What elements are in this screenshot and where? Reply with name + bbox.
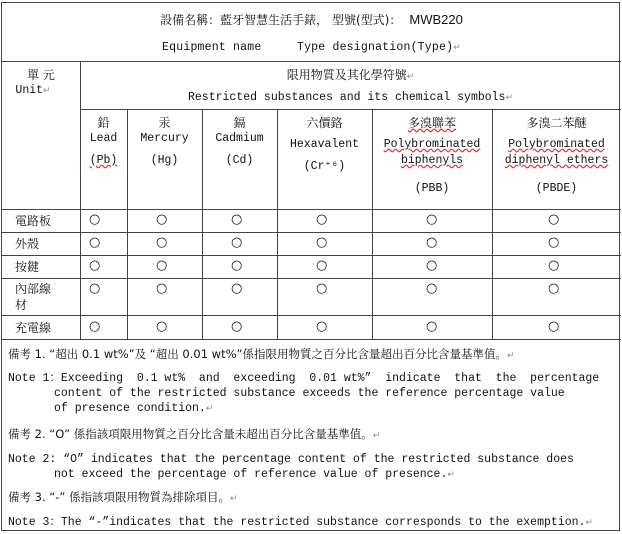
row-label-housing: 外殼 — [15, 237, 40, 251]
compliance-mark: ○ — [548, 281, 560, 296]
equipment-title-en: Equipment name Type designation(Type)↵ — [162, 41, 461, 54]
compliance-mark: ○ — [231, 281, 243, 296]
document-frame — [1, 2, 620, 531]
note-3-en: Note 3：The “-”indicates that the restricted substance corresponds to the exemption.↵ — [8, 516, 593, 529]
model-number: MWB220 — [409, 12, 463, 27]
compliance-mark: ○ — [89, 235, 101, 250]
unit-header-en: Unit↵ — [15, 84, 51, 97]
note-2-zh: 備考 2. “O” 係指該項限用物質之百分比含量未超出百分比含量基準值。↵ — [8, 427, 381, 441]
compliance-mark: ○ — [156, 235, 168, 250]
compliance-mark: ○ — [156, 258, 168, 273]
compliance-mark: ○ — [316, 258, 328, 273]
compliance-mark: ○ — [231, 235, 243, 250]
rule-row-3 — [2, 278, 621, 279]
compliance-mark: ○ — [156, 319, 168, 334]
compliance-mark: ○ — [548, 319, 560, 334]
compliance-mark: ○ — [316, 212, 328, 227]
compliance-mark: ○ — [426, 212, 438, 227]
compliance-mark: ○ — [548, 212, 560, 227]
title-en-text: Equipment name Type designation(Type) — [162, 41, 454, 54]
rule-row-4 — [2, 315, 621, 316]
rule-table-head — [2, 209, 621, 210]
compliance-mark: ○ — [426, 258, 438, 273]
compliance-mark: ○ — [426, 319, 438, 334]
compliance-mark: ○ — [89, 212, 101, 227]
substance-hexavalent-chromium: 六價鉻 Hexavalent (Cr⁺⁶) — [289, 116, 359, 173]
compliance-mark: ○ — [156, 212, 168, 227]
compliance-mark: ○ — [156, 281, 168, 296]
restricted-header-zh: 限用物質及其化學符號↵ — [286, 68, 415, 82]
rule-row-2 — [2, 255, 621, 256]
row-label-buttons: 按鍵 — [15, 260, 40, 274]
row-label-internal-wires: 內部線材 — [15, 282, 52, 312]
compliance-mark: ○ — [89, 319, 101, 334]
compliance-mark: ○ — [89, 281, 101, 296]
compliance-mark: ○ — [548, 235, 560, 250]
compliance-mark: ○ — [231, 258, 243, 273]
rule-restricted — [80, 109, 621, 110]
rule-row-1 — [2, 232, 621, 233]
row-label-charging-cable: 充電線 — [15, 321, 52, 335]
substance-cadmium: 鎘 Cadmium (Cd) — [215, 116, 264, 167]
equipment-title-zh — [2, 11, 621, 28]
note-1-zh: 備考 1. “超出 0.1 wt%”及 “超出 0.01 wt%”係指限用物質之百分比含量超出百分比含量基準值。↵ — [8, 347, 515, 361]
compliance-mark: ○ — [231, 319, 243, 334]
compliance-mark: ○ — [426, 235, 438, 250]
note-3-zh: 備考 3. “-” 係指該項限用物質為排除項目。↵ — [8, 490, 238, 504]
compliance-mark: ○ — [316, 235, 328, 250]
substance-lead: 鉛 Lead (Pb) — [89, 116, 118, 167]
rule-header — [2, 61, 621, 62]
unit-header-zh: 單 元 — [27, 68, 55, 82]
substance-mercury: 汞 Mercury (Hg) — [140, 116, 189, 167]
compliance-mark: ○ — [89, 258, 101, 273]
note-1-en: Note 1：Exceeding 0.1 wt% and exceeding 0.01 wt%” indicate that the percentage content of the restricted substance exceeds the reference percentage value of presence condition.↵ — [8, 372, 600, 415]
note-2-en: Note 2: “O” indicates that the percentage content of the restricted substance does not exceed the percentage of reference value of presence.↵ — [8, 453, 574, 481]
title-zh-text: 設備名稱：藍牙智慧生活手錶， 型號(型式)： — [160, 13, 402, 27]
compliance-mark: ○ — [231, 212, 243, 227]
compliance-mark: ○ — [426, 281, 438, 296]
compliance-mark: ○ — [548, 258, 560, 273]
compliance-mark: ○ — [316, 319, 328, 334]
substance-pbde: 多溴二苯醚 Polybrominated diphenyl ethers (PBDE) — [504, 116, 609, 195]
rule-table-end — [2, 339, 621, 340]
restricted-header-en: Restricted substances and its chemical symbols↵ — [188, 91, 513, 104]
substance-pbb: 多溴聯苯 Polybrominated biphenyls (PBB) — [383, 116, 481, 195]
compliance-mark: ○ — [316, 281, 328, 296]
row-label-circuit-board: 電路板 — [15, 214, 52, 228]
